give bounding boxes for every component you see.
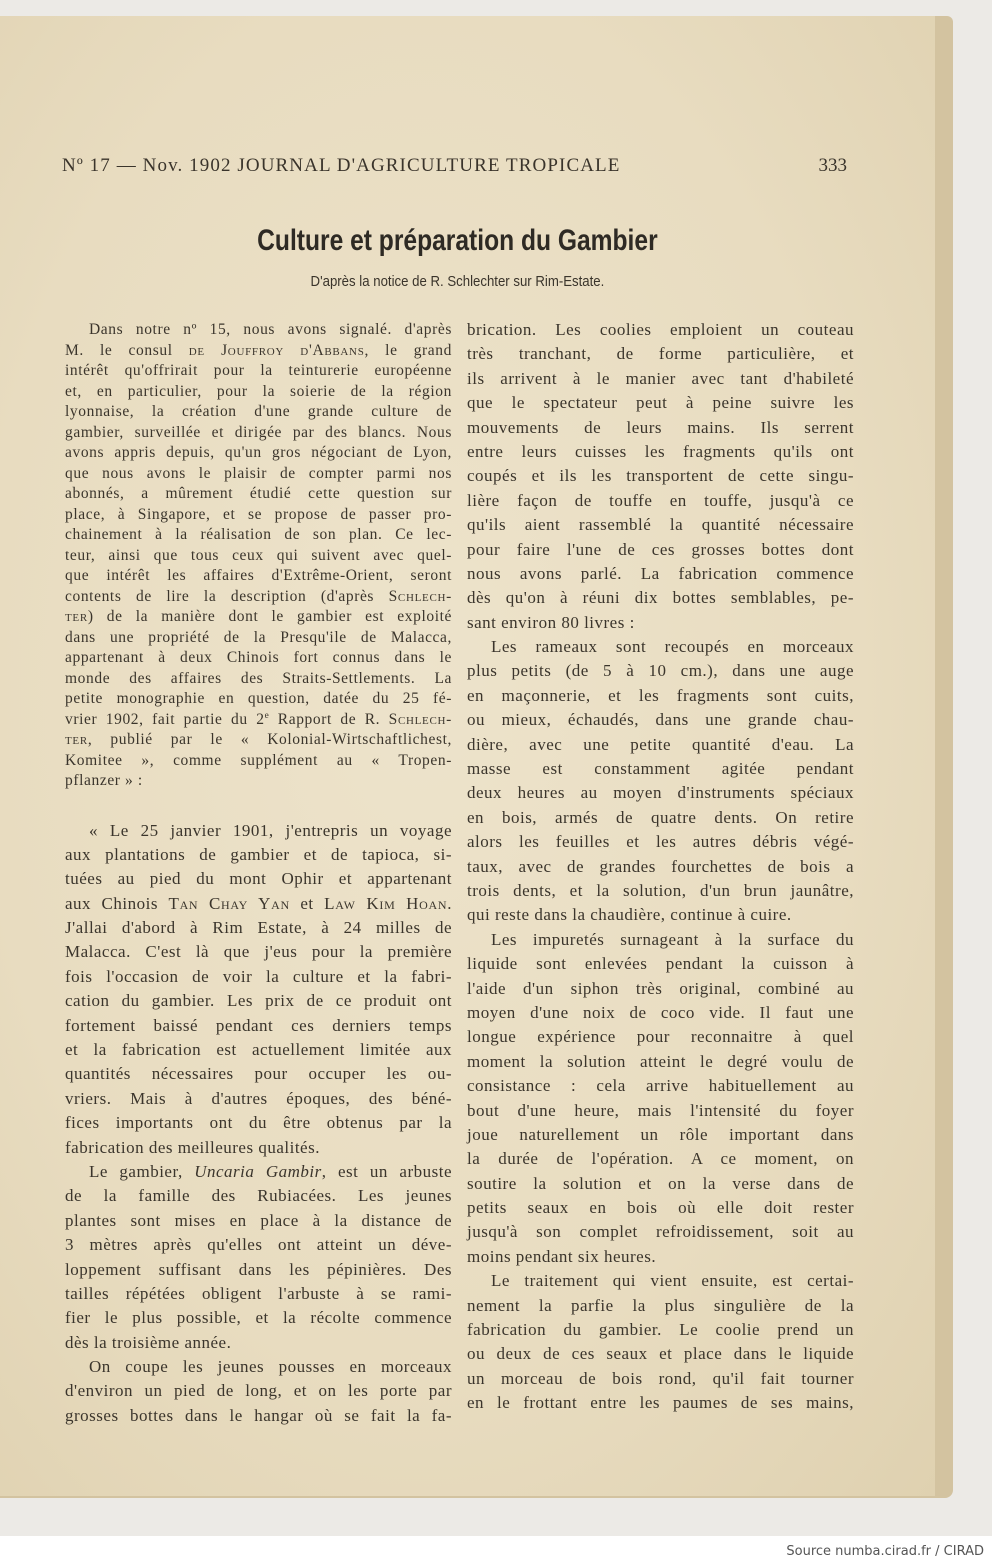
text-line: soutire la solution et on la verse dans de <box>467 1173 854 1193</box>
text-line: Komitee », comme supplément au « Tropen- <box>65 751 452 769</box>
text-line: nement la parfie la plus singulière de la <box>467 1295 854 1315</box>
text-run: , est un arbuste <box>321 1161 452 1181</box>
text-line: consistance : cela arrive habituellement au <box>467 1076 854 1096</box>
paragraph <box>467 1269 854 1415</box>
text-line <box>65 730 452 751</box>
text-run: vrier 1902, fait partie du 2 <box>65 710 265 728</box>
text-line: trois dents, et la solution, d'un brun jaunâtre, <box>467 880 854 900</box>
article-title: Culture et préparation du Gambier <box>257 224 658 257</box>
text-line: fabrication du gambier. Le coolie prend un <box>467 1320 854 1340</box>
paragraph <box>467 318 854 635</box>
text-line: plantes sont mises en place à la distance de <box>65 1210 452 1230</box>
text-line <box>65 710 452 731</box>
text-line: petite monographie en question, datée du 25 fé- <box>65 690 452 707</box>
text-line: On coupe les jeunes pousses en morceaux <box>89 1357 452 1377</box>
small-caps-name: Tan Chay Yan <box>168 893 290 913</box>
text-line: place, à Singapore, et se propose de passer pro- <box>65 505 452 523</box>
text-line: « Le 25 janvier 1901, j'entrepris un voyage <box>89 820 452 840</box>
text-line: moins pendant six heures. <box>467 1246 657 1266</box>
text-line: coupés et ils les transportent de cette singu- <box>467 466 854 486</box>
text-line: la durée de l'opération. A ce moment, on <box>467 1149 854 1169</box>
text-line: Le traitement qui vient ensuite, est certai- <box>491 1271 854 1291</box>
text-line: en bois, armés de quatre dents. On retire <box>467 807 854 827</box>
text-line <box>65 892 452 916</box>
text-line: lyonnaise, la création d'une grande culture de <box>65 403 452 420</box>
text-line: moyen d'une noix de coco vide. Il faut une <box>467 1002 854 1022</box>
text-line: fier le plus possible, et la récolte commence <box>65 1308 452 1328</box>
text-line <box>65 341 452 362</box>
text-line: tuées au pied du mont Ophir et appartenant <box>65 869 452 889</box>
right-column <box>467 318 854 1416</box>
text-run: contents de lire la description (d'après <box>65 587 389 605</box>
left-column <box>65 320 452 1428</box>
small-caps-name: ter <box>65 608 88 625</box>
text-line: Les rameaux sont recoupés en morceaux <box>491 637 854 657</box>
text-line: qu'ils aient rassemblé la quantité nécessaire <box>467 515 854 535</box>
source-credit: Source numba.cirad.fr / CIRAD <box>786 1544 984 1559</box>
text-line: dière, avec une petite quantité d'eau. La <box>467 734 854 754</box>
text-run: Le gambier, <box>89 1161 195 1181</box>
text-line: longue expérience pour reconnaitre à quel <box>467 1027 854 1047</box>
text-line: fabrication des meilleures qualités. <box>65 1137 320 1157</box>
paragraph <box>467 928 854 1269</box>
small-caps-name: ter <box>65 731 88 748</box>
text-line: quantités nécessaires pour occuper les ou- <box>65 1064 452 1084</box>
text-run: aux Chinois <box>65 893 169 913</box>
text-line: intérêt qu'offrirait pour la teinturerie européenne <box>65 362 452 379</box>
text-line: loppement suffisant dans les pépinières. Des <box>65 1259 452 1279</box>
text-run: , le grand <box>364 341 452 359</box>
paragraph <box>65 320 452 792</box>
text-line: jusqu'à son complet refroidissement, soit au <box>467 1222 854 1242</box>
paragraph <box>467 635 854 928</box>
text-line: fortement baissé pendant ces derniers temps <box>65 1015 452 1035</box>
text-line: que le spectateur peut à peine suivre les <box>467 393 854 413</box>
text-line: Malacca. C'est là que j'eus pour la première <box>65 942 452 962</box>
text-line: l'aide d'un siphon très original, combiné au <box>467 978 854 998</box>
text-line: petits seaux en bois où elle doit rester <box>467 1198 854 1218</box>
text-line: en le frottant entre les paumes de ses mains, <box>467 1393 854 1413</box>
running-title: Nº 17 — Nov. 1902 JOURNAL D'AGRICULTURE TROPICALE <box>62 155 621 176</box>
text-line: entre leurs cuisses les fragments qu'ils ont <box>467 441 854 461</box>
text-run: , publié par le « Kolonial-Wirtschaftlichest, <box>87 731 452 748</box>
text-line: fois l'occasion de voir la culture et la fabri- <box>65 966 452 986</box>
text-line: aux plantations de gambier et de tapioca, si- <box>65 844 452 864</box>
text-line: ou mieux, échaudés, dans une grande chau- <box>467 710 854 730</box>
text-line: dans une propriété de la Presqu'ile de Malacca, <box>65 628 452 646</box>
paragraph <box>65 1160 452 1355</box>
small-caps-name: Law Kim Hoan <box>324 893 448 913</box>
text-line: de la famille des Rubiacées. Les jeunes <box>65 1186 452 1206</box>
text-line: teur, ainsi que tous ceux qui suivent avec quel- <box>65 546 452 564</box>
text-line: Dans notre nº 15, nous avons signalé. d'après <box>89 321 452 338</box>
text-line: J'allai d'abord à Rim Estate, à 24 milles de <box>65 918 452 938</box>
text-line: un morceau de bois rond, qu'il fait tourner <box>467 1368 854 1388</box>
text-line: Les impuretés surnageant à la surface du <box>491 929 854 949</box>
text-line: 3 mètres après qu'elles ont atteint un déve- <box>65 1235 452 1255</box>
text-line: d'environ un pied de long, et on les porte par <box>65 1381 452 1401</box>
text-run: et <box>289 893 325 913</box>
paragraph <box>65 1355 452 1428</box>
text-line <box>65 607 452 628</box>
text-line: taux, avec de grandes fourchettes de bois a <box>467 856 854 876</box>
text-run: ) de la manière dont le gambier est exploité <box>87 608 452 625</box>
text-line: fices importants ont du être obtenus par la <box>65 1113 452 1133</box>
text-line: liquide sont enlevées pendant la cuisson à <box>467 954 854 974</box>
text-line: lière façon de touffe en touffe, jusqu'à ce <box>467 490 854 510</box>
text-line: grosses bottes dans le hangar où se fait la fa- <box>65 1405 452 1425</box>
text-line: sant environ 80 livres : <box>467 612 635 632</box>
text-line: pour faire l'une de ces grosses bottes dont <box>467 539 854 559</box>
text-run: Rapport de R. <box>269 710 389 728</box>
text-line <box>65 1160 452 1184</box>
text-line: tailles répétées obligent l'arbuste à se rami- <box>65 1283 452 1303</box>
text-line: deux heures au moyen d'instruments spéciaux <box>467 783 854 803</box>
italic-species-name: Uncaria Gambir <box>194 1161 322 1181</box>
paragraph <box>65 819 452 1160</box>
small-caps-name: Schlech- <box>388 587 452 605</box>
text-line: ils arrivent à le manier avec tant d'habileté <box>467 368 854 388</box>
text-line <box>65 587 452 608</box>
text-line: appartenant à deux Chinois fort connus dans le <box>65 649 452 666</box>
text-line: chainement à la réalisation de son plan. Ce lec- <box>65 526 452 543</box>
text-line: gambier, surveillée et dirigée par des blancs. Nous <box>65 423 452 441</box>
text-line: alors les feuilles et les autres débris végé- <box>467 832 854 852</box>
text-line: dès qu'on à réuni dix bottes semblables, pe- <box>467 588 854 608</box>
text-line: avons appris depuis, qu'un gros négociant de Lyon, <box>65 444 452 461</box>
small-caps-name: de Jouffroy d'Abbans <box>188 341 365 359</box>
small-caps-name: Schlech- <box>388 710 453 728</box>
text-line: que intérêt les affaires d'Extrême-Orient, seront <box>65 567 452 584</box>
text-line: en maçonnerie, et les fragments sont cuits, <box>467 685 854 705</box>
text-line: joue naturellement un rôle important dans <box>467 1124 854 1144</box>
text-line: plus petits (de 5 à 10 cm.), dans une auge <box>467 661 854 681</box>
page-number: 333 <box>818 155 847 176</box>
text-line: brication. Les coolies emploient un couteau <box>467 320 854 339</box>
text-line: pflanzer » : <box>65 772 143 789</box>
text-line: ou deux de ces seaux et place dans le liquide <box>467 1344 854 1364</box>
text-line: vriers. Mais à d'autres époques, des béné- <box>65 1088 452 1108</box>
text-line: masse est constamment agitée pendant <box>467 759 854 779</box>
text-line: mouvements de leurs mains. Ils serrent <box>467 417 854 437</box>
text-line: et la fabrication est actuellement limitée aux <box>65 1040 452 1060</box>
text-line: très tranchant, de forme particulière, et <box>467 344 854 364</box>
running-header <box>62 155 847 181</box>
text-line: qui reste dans la chaudière, continue à cuire. <box>467 905 792 925</box>
superscript: e <box>264 710 270 721</box>
text-run: M. le consul <box>65 341 189 359</box>
text-line: et, en particulier, pour la soierie de la région <box>65 382 452 400</box>
text-line: nous avons parlé. La fabrication commence <box>467 563 854 583</box>
text-line: bout d'une heure, mais l'intensité du foyer <box>467 1100 854 1120</box>
text-line: cation du gambier. Les prix de ce produit ont <box>65 991 452 1011</box>
text-line: abonnés, a mûrement étudié cette question sur <box>65 485 452 502</box>
text-line: que nous avons le plaisir de compter parmi nos <box>65 464 452 482</box>
text-line: moment la solution atteint le degré voulu de <box>467 1051 854 1071</box>
text-run: . <box>447 893 452 913</box>
article-subtitle: D'après la notice de R. Schlechter sur Rim-Estate. <box>310 273 605 290</box>
text-line: dès la troisième année. <box>65 1332 232 1352</box>
text-line: monde des affaires des Straits-Settlements. La <box>65 669 452 687</box>
